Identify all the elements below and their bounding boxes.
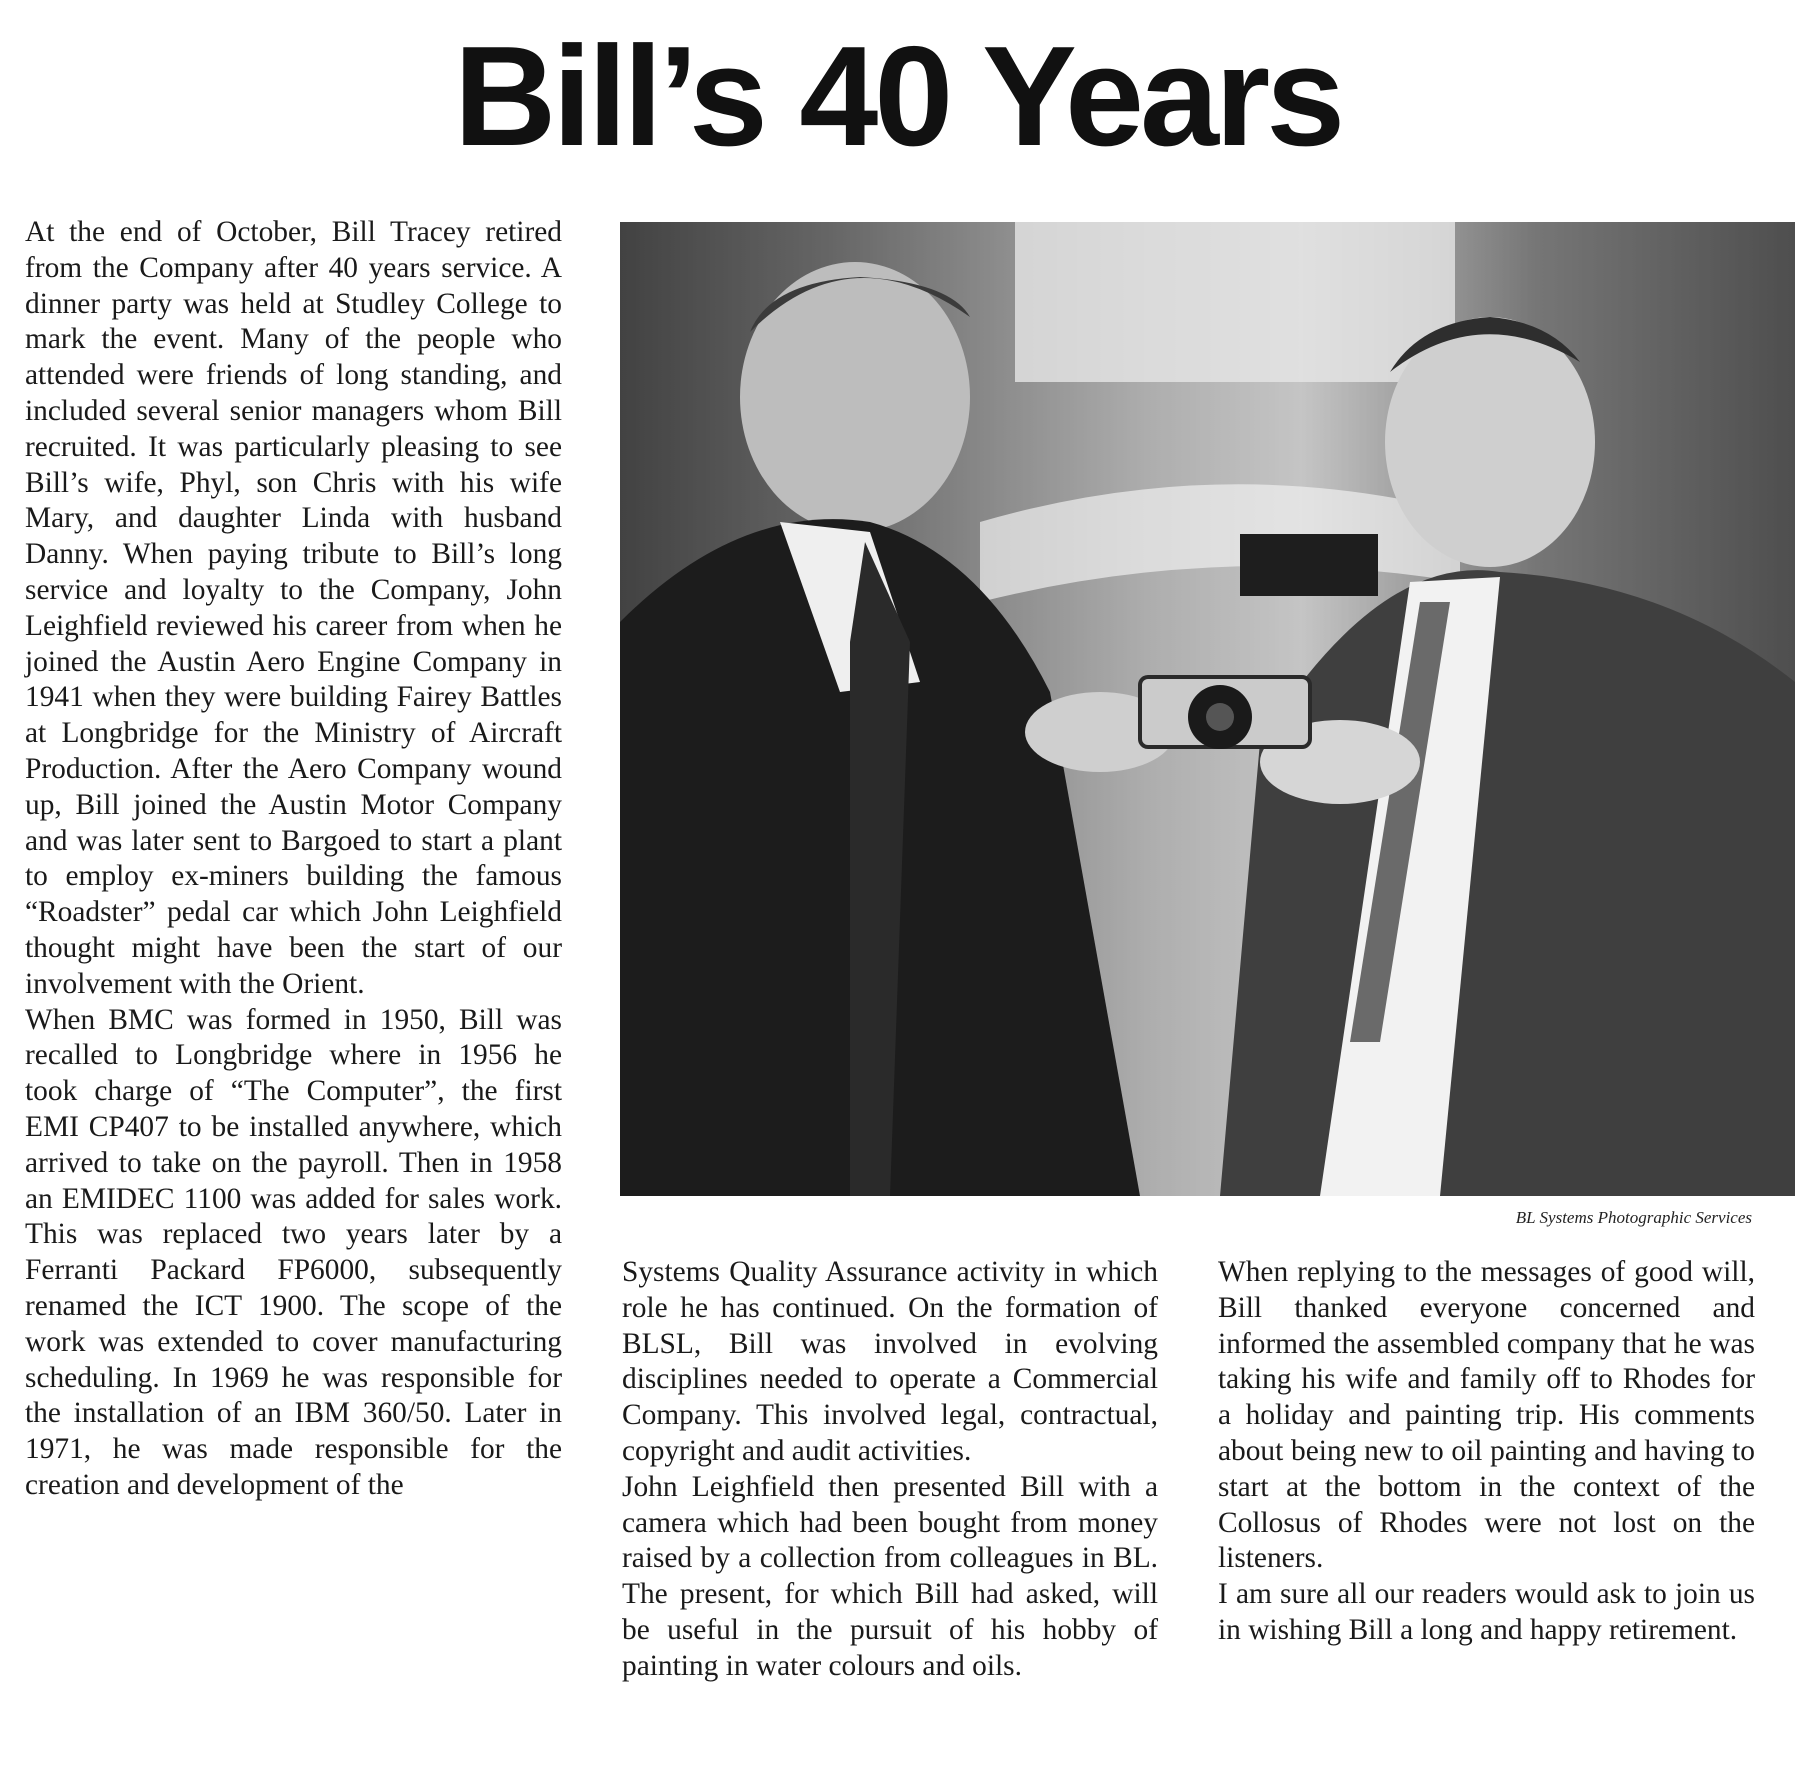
photo-illustration xyxy=(620,222,1795,1196)
paragraph: When BMC was formed in 1950, Bill was recalled to Longbridge where in 1956 he took charge of “The Computer”, the first EMI CP407 to be installed anywhere, which arrived to take on the payroll. Then in 1958 an EMIDEC 1100 was added for sales work. This was replaced two years later by a Ferranti Packard FP6000, subsequently renamed the ICT 1900. The scope of the work was extended to cover manufacturing scheduling. In 1969 he was responsible for the installation of an IBM 360/50. Later in 1971, he was made responsible for the creation and development of the xyxy=(25,1003,562,1501)
article-headline: Bill’s 40 Years xyxy=(453,17,1342,176)
paragraph: At the end of October, Bill Tracey retired from the Company after 40 years service. A dinner party was held at Studley College to mark the event. Many of the people who attended were friends of long standing, and included several senior managers whom Bill recruited. It was particularly pleasing to see Bill’s wife, Phyl, son Chris with his wife Mary, and daughter Linda with husband Danny. When paying tribute to Bill’s long service and loyalty to the Company, John Leighfield reviewed his career from when he joined the Austin Aero Engine Company in 1941 when they were building Fairey Battles at Longbridge for the Ministry of Aircraft Production. After the Aero Company wound up, Bill joined the Austin Motor Company and was later sent to Bargoed to start a plant to employ ex-miners building the famous “Roadster” pedal car which John Leighfield thought might have been the start of our involvement with the Orient. xyxy=(25,216,562,1000)
paragraph: When replying to the messages of good will, Bill thanked everyone concerned and informed the assembled company that he was taking his wife and family off to Rhodes for a holiday and painting trip. His comments about being new to oil painting and having to start at the bottom in the context of the Collosus of Rhodes were not lost on the listeners. xyxy=(1218,1256,1755,1575)
paragraph: I am sure all our readers would ask to join us in wishing Bill a long and happy retirement. xyxy=(1218,1578,1755,1646)
photo-credit: BL Systems Photographic Services xyxy=(1515,1208,1752,1227)
article-column-middle xyxy=(622,1255,1158,1685)
article-column-right xyxy=(1218,1255,1755,1649)
paragraph: Systems Quality Assurance activity in which role he has continued. On the formation of BLSL, Bill was involved in evolving disciplines needed to operate a Commercial Company. This involved legal, contractual, copyright and audit activities. xyxy=(622,1256,1158,1467)
paragraph: John Leighfield then presented Bill with a camera which had been bought from money raised by a collection from colleagues in BL. The present, for which Bill had asked, will be useful in the pursuit of his hobby of painting in water colours and oils. xyxy=(622,1470,1158,1682)
article-photo xyxy=(620,222,1795,1196)
article-column-left xyxy=(25,215,562,1504)
